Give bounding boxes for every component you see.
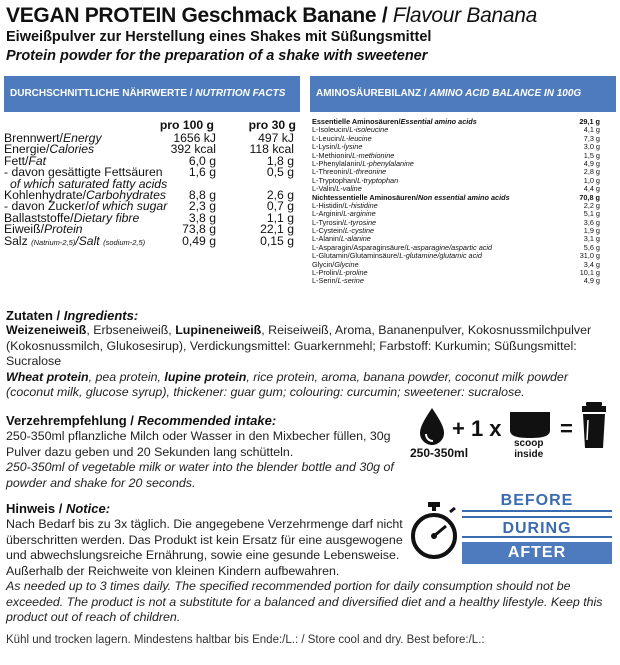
nutrition-value-30g: 0,7 g	[266, 199, 294, 214]
allergen-text: lupine protein	[164, 369, 247, 384]
nutrition-label-de: - davon gesättigte Fettsäuren	[4, 165, 163, 180]
amino-label-en: Non essential amino acids	[417, 192, 510, 202]
nutrition-value-30g: 1,1 g	[266, 210, 294, 225]
amino-label-de: L-Asparagin/Asparaginsäure/	[312, 242, 407, 252]
amino-value: 5,1 g	[583, 209, 600, 219]
amino-value: 4,1 g	[583, 125, 600, 135]
amino-label-de: Essentielle Aminosäuren/	[312, 117, 401, 126]
ingredient-text: , Erbseneiweiß,	[86, 323, 176, 337]
plus-one-text: + 1 x	[452, 416, 502, 441]
allergen-text: Lupineneiweiß	[175, 323, 262, 337]
amino-label-en: L-valine	[336, 184, 362, 194]
salt-en-note: (sodium-2,5)	[103, 237, 146, 247]
amino-label-en: L-tyrosine	[344, 217, 377, 227]
amino-label-de: L-Lysin/	[312, 142, 338, 152]
amino-label-en: L-histidine	[344, 200, 378, 210]
amino-label-en: L-threonine	[349, 167, 387, 177]
amino-value: 4,9 g	[583, 276, 600, 286]
ingredients-text	[6, 323, 618, 401]
col-per-100g: pro 100 g	[159, 118, 214, 132]
amino-label-de: Glycin/	[312, 259, 335, 269]
ingredients-de	[6, 323, 618, 370]
amino-label-en: Essential amino acids	[400, 117, 477, 126]
nutrition-label-en: Fat	[28, 153, 46, 168]
nutrition-header-de: DURCHSCHNITTLICHE NÄHRWERTE /	[10, 88, 196, 99]
nutrition-value-30g: 118 kcal	[249, 142, 294, 157]
amino-label-de: Nichtessentielle Aminosäuren/	[312, 192, 418, 202]
scoop-icon	[510, 412, 550, 438]
scoop-word: scoop	[514, 438, 544, 449]
amino-label-en: L-methionine	[352, 150, 395, 160]
ingredients-title-en: Ingredients:	[63, 308, 139, 323]
amino-header	[310, 76, 616, 112]
intake-de: 250-350ml pflanzliche Milch oder Wasser in den Mixbecher füllen, 30g Pulver dazu geben und 20 Sekunden lang schütteln.	[6, 429, 391, 459]
nutrition-label-en: Carbohydrates	[86, 187, 166, 202]
nutrition-value-100g: 6,0 g	[188, 153, 216, 168]
amino-value: 7,3 g	[583, 133, 600, 143]
amino-label-de: L-Phenylalanin/	[312, 158, 363, 168]
amino-value: 3,4 g	[583, 259, 600, 269]
amino-label-de: L-Prolin/	[312, 268, 340, 278]
amino-header-de: AMINOSÄUREBILANZ /	[316, 88, 430, 99]
amino-value: 1,0 g	[583, 175, 600, 185]
nutrition-value-100g: 1656 kJ	[173, 131, 216, 145]
nutrition-column-headers	[4, 118, 300, 132]
nutrition-label-en: of which saturated fatty acids	[10, 176, 168, 191]
amino-label-de: L-Tryptophan/	[312, 175, 358, 185]
nutrition-table	[4, 118, 300, 247]
nutrition-value-100g: 392 kcal	[170, 142, 216, 157]
amino-label-de: L-Valin/	[312, 184, 337, 194]
amino-value: 29,1 g	[579, 117, 600, 126]
amino-label-de: L-Alanin/	[312, 234, 341, 244]
nutrition-header	[4, 76, 300, 112]
nutrition-value-30g: 1,8 g	[266, 153, 294, 168]
nutrition-label-de: - davon Zucker/	[4, 199, 89, 214]
amino-label-de: L-Arginin/	[312, 209, 344, 219]
amino-label-en: Glycine	[334, 259, 359, 269]
subtitle-de: Eiweißpulver zur Herstellung eines Shakes mit Süßungsmittel	[6, 29, 432, 45]
nutrition-label-de: Energie/	[4, 142, 50, 157]
nutrition-value-30g: 497 kJ	[258, 131, 294, 145]
amino-label-en: L-tryptophan	[357, 175, 399, 185]
amino-value: 2,8 g	[583, 167, 600, 177]
amino-header-en: AMINO ACID BALANCE IN 100G	[429, 88, 582, 99]
ingredient-text: , rice protein, aroma, banana powder, coconut milk powder (coconut milk, glucose syrup), thickener: guar gum; colouring: curcumin; sweetener: sucralose.	[6, 369, 568, 399]
inside-word: inside	[514, 449, 544, 460]
nutrition-label-de: Brennwert/	[4, 131, 63, 145]
subtitle-en: Protein powder for the preparation of a shake with sweetener	[6, 48, 428, 64]
storage-text: Kühl und trocken lagern. Mindestens haltbar bis Ende:/L.: / Store cool and dry. Best before:/L.:	[6, 634, 485, 646]
nutrition-value-100g: 8,8 g	[188, 187, 216, 202]
nutrition-label-de: Fett/	[4, 153, 29, 168]
amino-label-en: L-proline	[339, 268, 368, 278]
amino-label-de: L-Tyrosin/	[312, 217, 345, 227]
nutrition-value-30g: 0,5 g	[266, 165, 294, 180]
ingredients-en	[6, 370, 618, 401]
ingredients-title-de: Zutaten /	[6, 308, 64, 323]
nutrition-label-de: Eiweiß/	[4, 222, 44, 237]
amino-label-en: L-isoleucine	[349, 125, 389, 135]
amino-label-en: L-serine	[337, 276, 364, 286]
amino-label-en: L-glutamine/glutamic acid	[399, 251, 482, 261]
amino-value: 3,6 g	[583, 217, 600, 227]
nutrition-label-en: Protein	[43, 222, 83, 237]
amino-value: 10,1 g	[579, 268, 600, 278]
intake-text	[6, 429, 406, 491]
timing-badges	[462, 490, 620, 568]
amino-value: 3,1 g	[583, 234, 600, 244]
intake-title-en: Recommended intake:	[137, 413, 277, 428]
amino-label	[312, 277, 364, 285]
amino-label-en: L-alanine	[340, 234, 371, 244]
nutrition-row	[4, 224, 300, 235]
allergen-text: Weizeneiweiß	[6, 323, 87, 337]
nutrition-value-30g: 2,6 g	[266, 187, 294, 202]
nutrition-value-100g: 3,8 g	[188, 210, 216, 225]
amino-table	[312, 118, 600, 286]
after-badge: AFTER	[462, 542, 612, 564]
salt-de-note: (Natrium-2,5)	[31, 237, 76, 247]
salt-en: /Salt	[75, 233, 104, 248]
amino-label-de: L-Threonin/	[312, 167, 350, 177]
scoop-label	[514, 438, 543, 460]
intake-title	[6, 413, 276, 428]
before-badge: BEFORE	[462, 490, 612, 512]
amino-label-de: L-Histidin/	[312, 200, 345, 210]
salt-label	[4, 233, 146, 248]
amino-label-de: L-Leucin/	[312, 133, 343, 143]
nutrition-value-100g: 73,8 g	[182, 222, 216, 237]
notice-en: As needed up to 3 times daily. The specified recommended portion for daily consumption should not be exceeded. The product is not a substitute for a balanced and diversified diet and a healthy lifestyle. Keep this product out of reach of children.	[6, 579, 603, 624]
amino-value: 2,2 g	[583, 200, 600, 210]
shake-diagram	[410, 400, 620, 470]
allergen-text: Wheat protein	[6, 369, 89, 384]
amino-label-de: L-Isoleucin/	[312, 125, 350, 135]
equals-text: =	[560, 416, 573, 441]
intake-en: 250-350ml of vegetable milk or water into the blender bottle and 30g of powder and shake for 20 seconds.	[6, 460, 394, 490]
amino-value: 5,6 g	[583, 242, 600, 252]
intake-title-de: Verzehrempfehlung /	[6, 413, 138, 428]
amino-value: 4,4 g	[583, 184, 600, 194]
ingredient-text: , pea protein,	[88, 369, 165, 384]
title-de: VEGAN PROTEIN	[6, 4, 176, 27]
nutrition-label-en: Dietary fibre	[73, 210, 140, 225]
nutrition-value-30g: 0,15 g	[260, 233, 294, 248]
nutrition-value-100g: 2,3 g	[188, 199, 216, 214]
amino-label-en: L-asparagine/aspartic acid	[406, 242, 493, 252]
nutrition-row-salt	[4, 233, 300, 248]
amino-label-de: L-Cystein/	[312, 226, 345, 236]
amino-value: 4,9 g	[583, 158, 600, 168]
amino-label-en: L-phenylalanine	[362, 158, 414, 168]
amino-value: 70,8 g	[579, 192, 600, 202]
nutrition-label-en: Calories	[49, 142, 95, 157]
nutrition-header-en: NUTRITION FACTS	[195, 88, 286, 99]
amino-value: 31,0 g	[579, 251, 600, 261]
amino-row	[312, 277, 600, 285]
product-title	[6, 4, 616, 28]
amino-label-en: L-lysine	[337, 142, 363, 152]
nutrition-value-30g: 22,1 g	[260, 222, 294, 237]
amino-label-de: L-Methionin/	[312, 150, 353, 160]
drop-icon	[420, 408, 444, 445]
flavour-de: Geschmack Banane /	[175, 4, 393, 27]
flavour-en: Flavour Banana	[392, 4, 537, 27]
nutrition-value-100g: 1,6 g	[188, 165, 216, 180]
amino-label-en: L-cystine	[344, 226, 375, 236]
amino-label-de: L-Glutamin/Glutaminsäure/	[312, 251, 400, 261]
nutrition-label-en: Energy	[62, 131, 102, 145]
nutrition-row	[4, 144, 300, 155]
amino-label-en: L-leucine	[342, 133, 372, 143]
nutrition-label-de: Kohlenhydrate/	[4, 187, 86, 202]
notice-title-en: Notice:	[65, 501, 111, 516]
ingredient-text: , Reiseiweiß, Aroma, Bananenpulver, Kokosnussmilchpulver (Kokosnussmilch, Glukosesirup), Verdickungsmittel: Guarkernmehl; Farbstoff: Kurkumin; Süßungsmittel: Sucralose	[6, 323, 592, 368]
product-header	[6, 4, 616, 66]
stopwatch-icon	[406, 500, 462, 562]
ml-label: 250-350ml	[410, 446, 469, 460]
amino-value: 1,5 g	[583, 150, 600, 160]
ingredients-title	[6, 308, 138, 323]
notice-de: Nach Bedarf bis zu 3x täglich. Die angegebene Verzehrmenge darf nicht überschritten werden. Das Produkt ist kein Ersatz für eine ausgewogene und abwechslungsreiche Ernährung, sowie eine gesunde Lebensweise. Außerhalb der Reichweite von kleinen Kindern aufbewahren.	[6, 517, 403, 578]
notice-title	[6, 501, 110, 516]
amino-value: 3,0 g	[583, 142, 600, 152]
notice-title-de: Hinweis /	[6, 501, 66, 516]
col-per-30g: pro 30 g	[248, 118, 296, 132]
amino-label-de: L-Serin/	[312, 276, 338, 286]
during-badge: DURING	[462, 516, 612, 538]
nutrition-value-100g: 0,49 g	[182, 233, 216, 248]
salt-de: Salz	[4, 233, 32, 248]
amino-label-en: L-arginine	[343, 209, 376, 219]
shaker-bottle-icon	[582, 402, 606, 448]
nutrition-label-de: Ballaststoffe/	[4, 210, 74, 225]
amino-value: 1,9 g	[583, 226, 600, 236]
nutrition-label-en: of which sugar	[88, 199, 168, 214]
